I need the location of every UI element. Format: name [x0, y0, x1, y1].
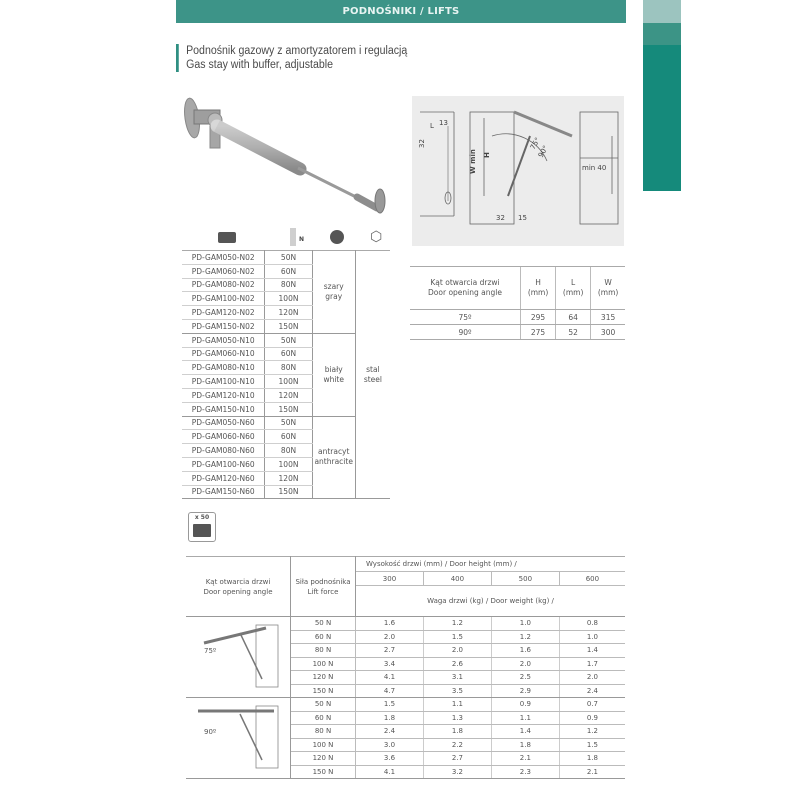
load-weight-value: 1.0: [559, 630, 625, 644]
dim-header-w: [591, 267, 625, 310]
product-force: 50N: [265, 333, 312, 347]
dim-cell-w: 315: [591, 310, 625, 325]
load-weight-value: 3.6: [356, 752, 424, 766]
product-code: PD-GAM150-N60: [182, 485, 265, 499]
product-material: [355, 251, 390, 499]
load-weight-value: 0.7: [559, 698, 625, 712]
product-force: 150N: [265, 402, 312, 416]
side-tab-light: [643, 0, 681, 23]
product-code: PD-GAM100-N02: [182, 292, 265, 306]
load-force: 80 N: [291, 644, 356, 658]
dim-15-label: 15: [518, 214, 527, 222]
load-header-angle: [186, 557, 291, 617]
dim-cell-h: 275: [521, 325, 556, 340]
product-code: PD-GAM100-N10: [182, 375, 265, 389]
product-code: PD-GAM100-N60: [182, 457, 265, 471]
load-weight-value: 1.1: [423, 698, 491, 712]
load-angle-cell: [186, 698, 291, 779]
product-force: 60N: [265, 347, 312, 361]
dim-header-angle-en: Door opening angle: [428, 288, 502, 297]
dim-header-w-unit: (mm): [597, 288, 619, 297]
height-500: 500: [491, 572, 559, 586]
dim-header-h-unit: (mm): [527, 288, 549, 297]
load-weight-value: 2.0: [491, 657, 559, 671]
material-icon: ⬡: [370, 229, 383, 245]
load-weight-value: 2.0: [423, 644, 491, 658]
load-weight-value: 2.1: [491, 752, 559, 766]
load-weight-value: 2.6: [423, 657, 491, 671]
product-force: 50N: [265, 251, 312, 265]
load-weight-value: 0.9: [559, 711, 625, 725]
load-table: [186, 556, 625, 779]
product-force: 60N: [265, 430, 312, 444]
load-weight-value: 2.9: [491, 684, 559, 698]
product-code: PD-GAM080-N60: [182, 444, 265, 458]
dim-header-angle: [410, 267, 521, 310]
dim-cell-h: 295: [521, 310, 556, 325]
load-force: 100 N: [291, 738, 356, 752]
load-row: [186, 698, 625, 712]
load-weight-value: 1.6: [491, 644, 559, 658]
product-code: PD-GAM120-N02: [182, 306, 265, 320]
color-icon: [330, 230, 344, 244]
load-weight-value: 1.2: [491, 630, 559, 644]
dim-header-w-label: W: [604, 278, 612, 287]
load-weight-value: 3.0: [356, 738, 424, 752]
dim-header-l: [556, 267, 591, 310]
load-weight-value: 2.0: [356, 630, 424, 644]
load-weight-value: 2.2: [423, 738, 491, 752]
product-code: PD-GAM120-N10: [182, 388, 265, 402]
product-force: 80N: [265, 278, 312, 292]
load-header-height: Wysokość drzwi (mm) / Door height (mm) /: [356, 557, 626, 572]
section-title: PODNOŚNIKI / LIFTS: [342, 6, 460, 17]
packaging-quantity: x 50: [194, 514, 210, 521]
product-row: [182, 251, 390, 265]
product-code: PD-GAM080-N10: [182, 361, 265, 375]
material-pl: stal: [366, 364, 380, 374]
load-weight-value: 2.0: [559, 671, 625, 685]
load-force: 150 N: [291, 684, 356, 698]
load-weight-value: 3.2: [423, 765, 491, 779]
dim-header-h-label: H: [535, 278, 541, 287]
dim-cell-l: 64: [556, 310, 591, 325]
material-en: steel: [363, 374, 382, 384]
load-weight-value: 4.7: [356, 684, 424, 698]
load-weight-value: 2.7: [423, 752, 491, 766]
dim-header-angle-pl: Kąt otwarcia drzwi: [430, 278, 500, 287]
diagram-panel-left: [420, 112, 454, 216]
angle-75-diagram: [186, 617, 290, 692]
product-force: 120N: [265, 471, 312, 485]
dim-cell-w: 300: [591, 325, 625, 340]
product-table-icons: [182, 228, 390, 250]
product-code: PD-GAM150-N02: [182, 319, 265, 333]
load-header-weight: Waga drzwi (kg) / Door weight (kg) /: [356, 586, 626, 617]
product-title-en: Gas stay with buffer, adjustable: [186, 59, 333, 71]
load-angle-label: 75º: [204, 647, 217, 655]
dim-h-label: H: [483, 152, 491, 158]
load-weight-value: 1.8: [559, 752, 625, 766]
load-force: 60 N: [291, 711, 356, 725]
color-en: anthracite: [314, 457, 353, 467]
load-force: 150 N: [291, 765, 356, 779]
color-pl: antracyt: [317, 447, 350, 457]
side-tab-medium: [643, 23, 681, 45]
angle-90-diagram: [186, 698, 290, 773]
dim-32b-label: 32: [496, 214, 505, 222]
load-weight-value: 1.2: [559, 725, 625, 739]
product-force: 100N: [265, 292, 312, 306]
load-weight-value: 3.1: [423, 671, 491, 685]
load-weight-value: 2.4: [356, 725, 424, 739]
force-n-label: N: [299, 236, 305, 243]
product-title-pl: Podnośnik gazowy z amortyzatorem i regulacją: [186, 45, 408, 57]
load-force: 100 N: [291, 657, 356, 671]
load-weight-value: 1.5: [356, 698, 424, 712]
product-code: PD-GAM060-N60: [182, 430, 265, 444]
load-weight-value: 1.2: [423, 617, 491, 631]
color-en: gray: [325, 291, 343, 301]
dimension-table: [410, 266, 625, 340]
load-weight-value: 1.4: [559, 644, 625, 658]
installation-diagram: [412, 96, 624, 246]
load-weight-value: 4.1: [356, 765, 424, 779]
load-weight-value: 2.5: [491, 671, 559, 685]
height-400: 400: [423, 572, 491, 586]
product-force: 60N: [265, 264, 312, 278]
load-weight-value: 4.1: [356, 671, 424, 685]
lift-force-icon: [290, 228, 296, 246]
dim-13-label: 13: [439, 119, 448, 127]
angle-90-label: 90°: [536, 144, 550, 159]
product-force: 150N: [265, 485, 312, 499]
load-weight-value: 1.1: [491, 711, 559, 725]
height-600: 600: [559, 572, 625, 586]
product-code: PD-GAM060-N10: [182, 347, 265, 361]
product-force: 150N: [265, 319, 312, 333]
diagram-panel-middle: [470, 112, 572, 224]
dim-row: [410, 310, 625, 325]
product-force: 80N: [265, 361, 312, 375]
load-force: 80 N: [291, 725, 356, 739]
folder-icon: [218, 232, 236, 243]
section-header: [176, 0, 626, 23]
dim-header-l-label: L: [571, 278, 576, 287]
load-weight-value: 2.4: [559, 684, 625, 698]
load-weight-value: 0.9: [491, 698, 559, 712]
product-color: [312, 251, 355, 334]
load-angle-cell: [186, 617, 291, 698]
load-weight-value: 1.4: [491, 725, 559, 739]
load-weight-value: 1.8: [423, 725, 491, 739]
load-weight-value: 1.8: [491, 738, 559, 752]
color-en: white: [323, 374, 344, 384]
dim-cell-l: 52: [556, 325, 591, 340]
product-color: [312, 416, 355, 499]
height-300: 300: [356, 572, 424, 586]
load-weight-value: 2.3: [491, 765, 559, 779]
dim-cell-angle: 75º: [410, 310, 521, 325]
load-header-force: [291, 557, 356, 617]
product-code: PD-GAM150-N10: [182, 402, 265, 416]
product-table: [182, 250, 390, 499]
product-force: 100N: [265, 457, 312, 471]
color-pl: biały: [324, 364, 343, 374]
load-force: 60 N: [291, 630, 356, 644]
gas-stay-product-image: [172, 86, 412, 226]
dim-min40-label: min 40: [582, 164, 607, 172]
load-weight-value: 1.0: [491, 617, 559, 631]
load-weight-value: 1.3: [423, 711, 491, 725]
load-force: 50 N: [291, 698, 356, 712]
dim-wmin-label: W min: [469, 149, 477, 174]
dim-header-l-unit: (mm): [562, 288, 584, 297]
product-code: PD-GAM050-N60: [182, 416, 265, 430]
packaging-box-icon: [188, 512, 216, 542]
load-header-force-pl: Siła podnośnika: [295, 577, 351, 586]
product-force: 120N: [265, 388, 312, 402]
load-header-angle-pl: Kąt otwarcia drzwi: [205, 577, 271, 586]
load-weight-value: 1.6: [356, 617, 424, 631]
product-code: PD-GAM050-N10: [182, 333, 265, 347]
product-color: [312, 333, 355, 416]
product-force: 120N: [265, 306, 312, 320]
dim-cell-angle: 90º: [410, 325, 521, 340]
product-code: PD-GAM060-N02: [182, 264, 265, 278]
dim-l-label: L: [430, 122, 434, 130]
angle-75-label: 75°: [528, 136, 542, 151]
load-force: 120 N: [291, 752, 356, 766]
load-force: 120 N: [291, 671, 356, 685]
product-title: [176, 44, 407, 72]
product-force: 100N: [265, 375, 312, 389]
load-header-force-en: Lift force: [307, 587, 339, 596]
product-force: 50N: [265, 416, 312, 430]
dim-32a-label: 32: [418, 139, 426, 148]
load-weight-value: 2.7: [356, 644, 424, 658]
load-weight-value: 1.8: [356, 711, 424, 725]
product-code: PD-GAM080-N02: [182, 278, 265, 292]
load-weight-value: 2.1: [559, 765, 625, 779]
product-force: 80N: [265, 444, 312, 458]
color-pl: szary: [323, 281, 344, 291]
load-weight-value: 1.5: [559, 738, 625, 752]
product-code: PD-GAM050-N02: [182, 251, 265, 265]
product-code: PD-GAM120-N60: [182, 471, 265, 485]
load-force: 50 N: [291, 617, 356, 631]
load-weight-value: 0.8: [559, 617, 625, 631]
load-weight-value: 3.5: [423, 684, 491, 698]
box-shape: [193, 524, 211, 537]
dim-row: [410, 325, 625, 340]
dim-header-h: [521, 267, 556, 310]
side-tab-active: [643, 45, 681, 191]
load-weight-value: 1.5: [423, 630, 491, 644]
load-row: [186, 617, 625, 631]
load-angle-label: 90º: [204, 728, 217, 736]
load-weight-value: 1.7: [559, 657, 625, 671]
load-header-angle-en: Door opening angle: [203, 587, 273, 596]
load-weight-value: 3.4: [356, 657, 424, 671]
